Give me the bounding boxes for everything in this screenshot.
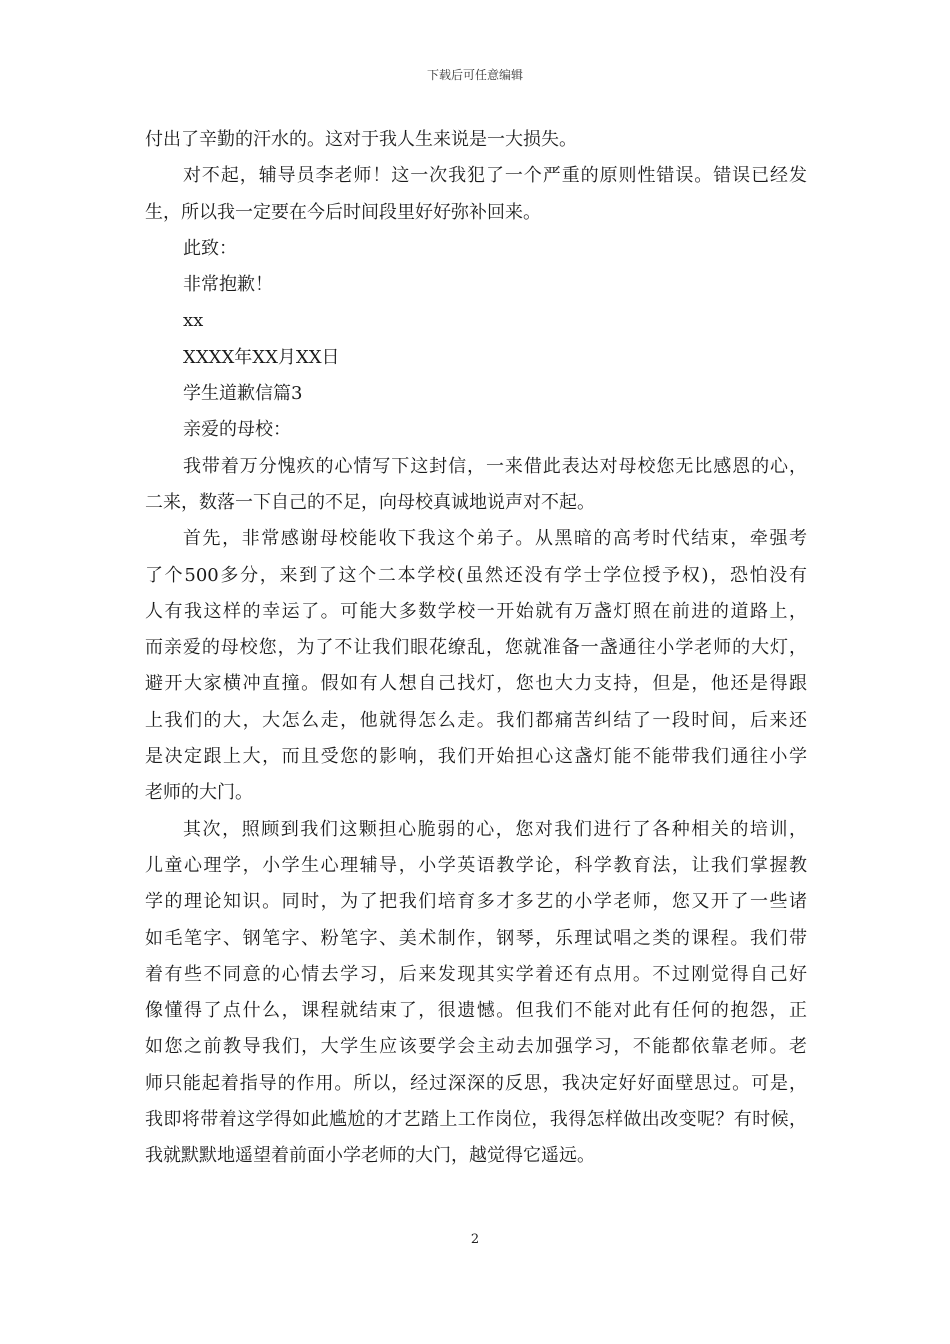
text-line: 二来，数落一下自己的不足，向母校真诚地说声对不起。 bbox=[145, 491, 595, 513]
closing-apology: 非常抱歉！ bbox=[183, 274, 273, 296]
text-line: 儿童心理学，小学生心理辅导，小学英语教学论，科学教育法，让我们掌握教 bbox=[145, 854, 807, 876]
document-body bbox=[145, 122, 807, 1175]
text-line: 付出了辛勤的汗水的。这对于我人生来说是一大损失。 bbox=[145, 129, 577, 150]
paragraph-first-line: 其次，照顾到我们这颗担心脆弱的心，您对我们进行了各种相关的培训， bbox=[183, 818, 807, 840]
text-line: 人有我这样的幸运了。可能大多数学校一开始就有万盏灯照在前进的道路上， bbox=[145, 600, 807, 622]
text-line: 了个500多分，来到了这个二本学校(虽然还没有学士学位授予权)，恐怕没有 bbox=[145, 564, 807, 586]
text-line: 如您之前教导我们，大学生应该要学会主动去加强学习，不能都依靠老师。老 bbox=[145, 1036, 807, 1058]
page-number: 2 bbox=[470, 1232, 480, 1247]
paragraph-first-line: 我带着万分愧疚的心情写下这封信，一来借此表达对母校您无比感恩的心， bbox=[183, 455, 807, 477]
signature-date: XXXX年XX月XX日 bbox=[183, 346, 340, 368]
text-line: 学的理论知识。同时，为了把我们培育多才多艺的小学老师，您又开了一些诸 bbox=[145, 891, 807, 913]
paragraph-first-line: 对不起，辅导员李老师！这一次我犯了一个严重的原则性错误。错误已经发 bbox=[183, 165, 807, 187]
text-line: 师只能起着指导的作用。所以，经过深深的反思，我决定好好面壁思过。可是， bbox=[145, 1072, 807, 1094]
text-line: 而亲爱的母校您，为了不让我们眼花缭乱，您就准备一盏通往小学老师的大灯， bbox=[145, 637, 807, 659]
text-line: 老师的大门。 bbox=[145, 782, 253, 804]
closing-salutation: 此致： bbox=[183, 237, 237, 259]
text-line: 上我们的大，大怎么走，他就得怎么走。我们都痛苦纠结了一段时间，后来还 bbox=[145, 709, 807, 731]
text-line: 着有些不同意的心情去学习，后来发现其实学着还有点用。不过刚觉得自己好 bbox=[145, 963, 807, 985]
text-line: 是决定跟上大，而且受您的影响，我们开始担心这盏灯能不能带我们通往小学 bbox=[145, 746, 807, 768]
text-line: 避开大家横冲直撞。假如有人想自己找灯，您也大力支持，但是，他还是得跟 bbox=[145, 673, 807, 695]
signature-name: xx bbox=[183, 310, 204, 332]
text-line: 生，所以我一定要在今后时间段里好好弥补回来。 bbox=[145, 201, 541, 223]
page-header: 下载后可任意编辑 bbox=[426, 68, 523, 82]
paragraph-first-line: 首先，非常感谢母校能收下我这个弟子。从黑暗的高考时代结束，牵强考 bbox=[183, 528, 807, 550]
text-line: 我就默默地遥望着前面小学老师的大门，越觉得它遥远。 bbox=[145, 1145, 595, 1167]
text-line: 像懂得了点什么，课程就结束了，很遗憾。但我们不能对此有任何的抱怨，正 bbox=[145, 1000, 807, 1022]
section-title: 学生道歉信篇3 bbox=[183, 383, 303, 405]
letter-greeting: 亲爱的母校： bbox=[183, 419, 291, 441]
text-line: 我即将带着这学得如此尴尬的才艺踏上工作岗位，我得怎样做出改变呢？有时候， bbox=[145, 1109, 807, 1131]
text-line: 如毛笔字、钢笔字、粉笔字、美术制作，钢琴，乐理试唱之类的课程。我们带 bbox=[145, 927, 807, 949]
